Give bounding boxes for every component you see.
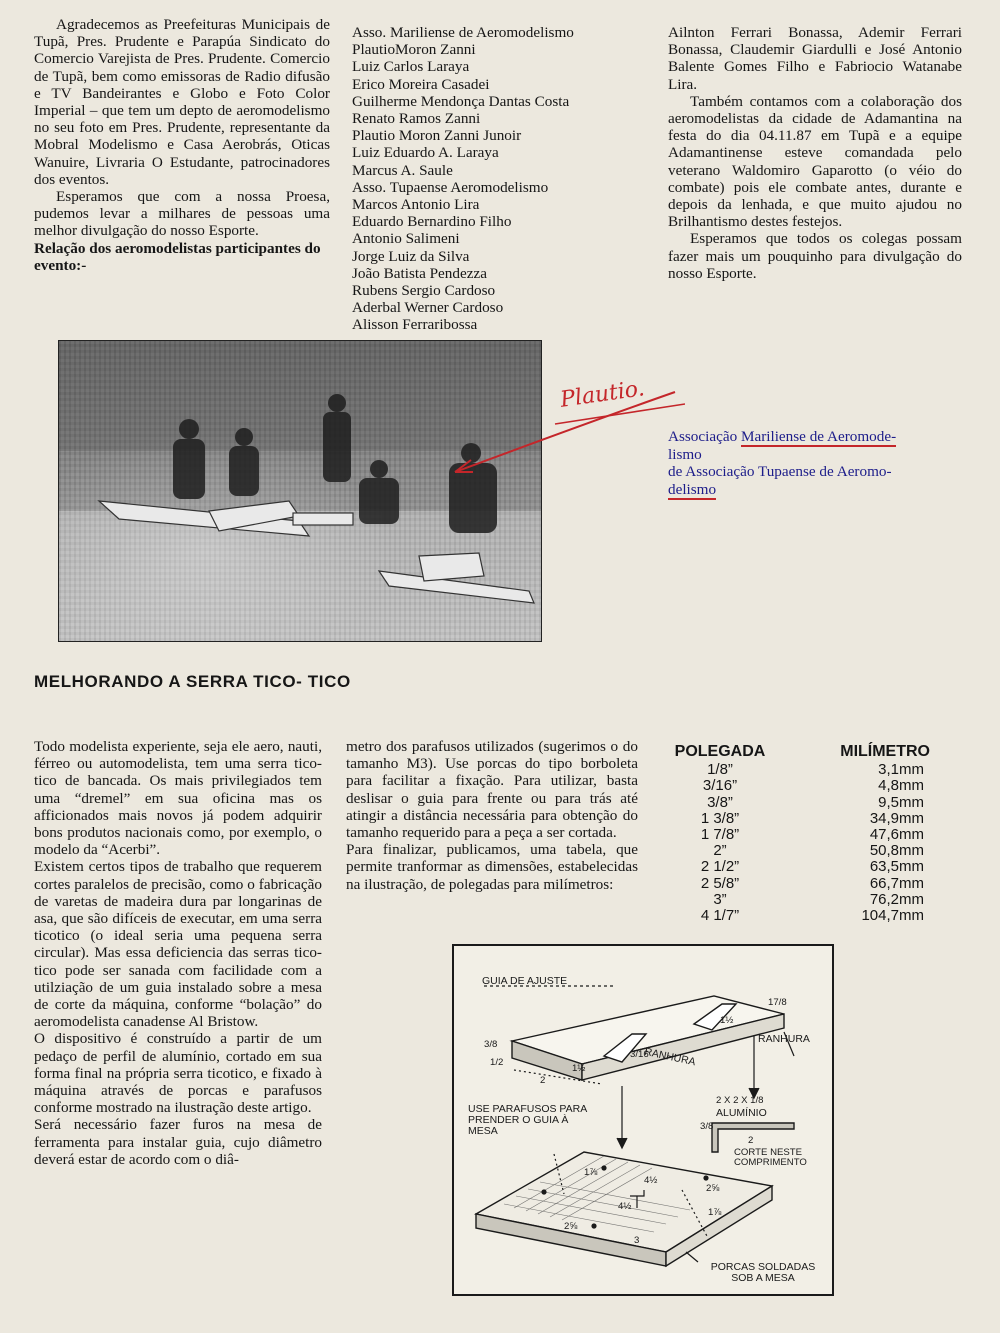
photo-figures: [59, 341, 541, 641]
table-dimension: 3: [634, 1235, 640, 1246]
collaboration-paragraph: Também contamos com a colaboração dos aeromodelistas da cidade de Adamantina na festa do dia 04.11.87 em Tupã e a equipe Adamantinense esteve comandada pelo veterano Waldomiro Gaparotto (o véio do combate) pois ele combate antes, durante e depois da lenhada, e que muito ajudou no Brilhantismo destes festejos.: [668, 92, 962, 231]
names-paragraph: Ailnton Ferrari Bonassa, Ademir Ferrari Bonassa, Claudemir Giardulli e José Antonio Balente Gomes Filho e Fabriocio Watanabe Lira.: [668, 24, 962, 93]
mm-cell: 63,5mm: [869, 858, 924, 876]
article-paragraph: O dispositivo é construído a partir de um pedaço de perfil de alumínio, cortado em sua forma final na própria serra ticotico, e fixado à máquina através de porcas e parafusos conforme mostrado na ilustração deste artigo.: [34, 1030, 322, 1117]
mm-cell: 4,8mm: [878, 777, 924, 795]
list-item: Alisson Ferraribossa: [352, 316, 478, 334]
list-item: Guilherme Mendonça Dantas Costa: [352, 92, 570, 110]
conversion-table: [650, 744, 930, 924]
welded-nuts-label: PORCAS SOLDADAS SOB A MESA: [710, 1261, 816, 1284]
list-item: Marcos Antonio Lira: [352, 196, 480, 214]
list-item: Renato Ramos Zanni: [352, 110, 481, 128]
saw-guide-diagram: [452, 944, 834, 1296]
mm-cell: 76,2mm: [869, 890, 924, 908]
dimension-2: 2: [540, 1075, 546, 1086]
inch-cell: 3/8”: [707, 793, 733, 811]
list-item: Eduardo Bernardino Filho: [352, 213, 512, 231]
list-item: Asso. Tupaense Aeromodelismo: [352, 178, 549, 196]
article-column-middle: [346, 738, 638, 893]
dimension-1-2: 1/2: [490, 1057, 504, 1068]
dimension-3-16: 3/16: [630, 1049, 649, 1060]
list-item: Rubens Sergio Cardoso: [352, 282, 496, 300]
dimension-1-5b: 1½: [572, 1063, 586, 1074]
table-dimension: 1⅞: [584, 1167, 598, 1178]
list-item: Marcus A. Saule: [352, 161, 453, 179]
dimension-3-8: 3/8: [484, 1039, 498, 1050]
slot-label: RANHURA: [758, 1033, 810, 1045]
inch-cell: 2 5/8”: [700, 874, 740, 892]
caption-underlined: Mariliense de Aeromode-: [740, 428, 897, 445]
table-row: [650, 876, 930, 892]
table-row: [650, 908, 930, 924]
table-row: [650, 843, 930, 859]
article-paragraph: metro dos parafusos utilizados (sugerimos o do tamanho M3). Use porcas do tipo borboleta para facilitar a fixação. Para utilizar, basta deslisar o guia para frente ou para trás até atingir a distância necessária para obtenção do tamanho requerido para a peça a ser cortada.: [346, 738, 638, 842]
slot-label-2: RANHURA: [643, 1045, 697, 1069]
table-row: [650, 778, 930, 794]
article-column-left: [34, 738, 322, 1168]
list-item: Jorge Luiz da Silva: [352, 247, 470, 265]
table-row: [650, 795, 930, 811]
list-item: Aderbal Werner Cardoso: [352, 299, 504, 317]
guide-label: GUIA DE AJUSTE: [482, 975, 568, 987]
table-row: [650, 892, 930, 908]
article-paragraph: Para finalizar, publicamos, uma tabela, que permite tranformar as dimensões, estabelecidas na ilustração, de polegadas para milímetros:: [346, 841, 638, 893]
list-item: Antonio Salimeni: [352, 230, 460, 248]
table-header-row: [650, 744, 930, 762]
top-left-column: [34, 16, 330, 274]
mm-cell: 66,7mm: [869, 874, 924, 892]
profile-dimension-2: 2: [748, 1135, 754, 1146]
list-item: Asso. Mariliense de Aeromodelismo: [352, 24, 574, 41]
caption-underlined: delismo: [668, 480, 717, 498]
caption-text: Associação: [668, 428, 741, 445]
list-item: João Batista Pendezza: [352, 264, 487, 282]
inch-cell: 2”: [713, 842, 727, 860]
top-right-column: [668, 24, 962, 282]
table-row: [650, 762, 930, 778]
inch-cell: 3/16”: [702, 777, 738, 795]
cut-length-label: CORTE NESTE COMPRIMENTO: [734, 1147, 807, 1168]
table-dimension: 4½: [618, 1201, 632, 1212]
inch-cell: 1 7/8”: [700, 826, 740, 844]
table-dimension: 1⅞: [708, 1207, 722, 1218]
caption-line: [668, 428, 968, 446]
mm-cell: 47,6mm: [869, 826, 924, 844]
photo-caption: [668, 428, 968, 498]
caption-line: de Associação Tupaense de Aeromo-: [668, 463, 892, 480]
table-row: [650, 811, 930, 827]
mm-cell: 3,1mm: [878, 761, 924, 779]
table-dimension: 4½: [644, 1175, 658, 1186]
list-item: Plautio Moron Zanni Junoir: [352, 127, 522, 145]
participants-heading: Relação dos aeromodelistas participantes do evento:-: [34, 239, 321, 274]
participants-list: [352, 24, 652, 334]
inch-cell: 4 1/7”: [700, 907, 740, 925]
inch-cell: 2 1/2”: [700, 858, 740, 876]
profile-dimension-38: 3/8: [700, 1121, 714, 1132]
mm-cell: 50,8mm: [869, 842, 924, 860]
closing-paragraph: Esperamos que todos os colegas possam fazer mais um pouquinho para divulgação do nosso Esporte.: [668, 230, 962, 282]
article-paragraph: Existem certos tipos de trabalho que requerem cortes paralelos de precisão, como o fabricação de varetas de madeira dura par longarinas de asa, que são difíceis de executar, em uma serra ticotico (o ideal seria uma pequena serra circular). Mas essa deficiencia das serras tico-tico pode ser sanada com facilidade com a utilziação de um guia instalado sobre a mesa de corte da máquina, conforme “bolação” do aeromodelista canadense Al Bristow.: [34, 858, 322, 1031]
list-item: Luiz Eduardo A. Laraya: [352, 144, 499, 162]
dimension-1-5: 1½: [720, 1015, 734, 1026]
mm-cell: 104,7mm: [861, 907, 924, 925]
event-photo: [58, 340, 542, 642]
handwritten-note: Plautio.: [558, 376, 647, 413]
screws-instruction-label: USE PARAFUSOS PARA PRENDER O GUIA À MESA: [468, 1103, 587, 1137]
list-item: PlautioMoron Zanni: [352, 41, 476, 59]
inch-cell: 1 3/8”: [700, 809, 740, 827]
article-paragraph: Todo modelista experiente, seja ele aero, nauti, férreo ou automodelista, tem uma serra tico-tico de bancada. Os mais privilegiados tem uma “dremel” em sua oficina mas os afficionados mais novos já podem adquirir bons produtos nacionais como, por exemplo, o modelo da “Acerbi”.: [34, 738, 322, 859]
table-dimension: 2⅝: [706, 1183, 720, 1194]
list-item: Erico Moreira Casadei: [352, 75, 490, 93]
list-item: Luiz Carlos Laraya: [352, 58, 470, 76]
column-header-millimeters: MILÍMETRO: [840, 743, 930, 760]
hope-paragraph: Esperamos que com a nossa Proesa, pudemos levar a milhares de pessoas uma melhor divulgação do nosso Esporte.: [34, 188, 330, 240]
table-row: [650, 859, 930, 875]
article-paragraph: Será necessário fazer furos na mesa de ferramenta para instalar guia, cujo diâmetro deverá estar de acordo com o diâ-: [34, 1116, 322, 1168]
inch-cell: 3”: [713, 890, 727, 908]
mm-cell: 9,5mm: [878, 793, 924, 811]
caption-line: lismo: [668, 445, 702, 463]
dimension-1-7-8: 17/8: [768, 997, 787, 1008]
table-row: [650, 827, 930, 843]
caption-line: [668, 481, 968, 499]
profile-dimension-label: 2 X 2 X 1/8: [716, 1095, 764, 1106]
column-header-inches: POLEGADA: [674, 743, 766, 760]
aluminum-label: ALUMÍNIO: [716, 1107, 767, 1119]
thanks-paragraph: Agradecemos as Preefeituras Municipais de Tupã, Pres. Prudente e Parapúa Sindicato do Comercio Varejista de Pres. Prudente. Comercio de Tupã, bem como emissoras de Radio difusão e TV Bandeirantes e Globo e Foto Color Imperial – que tem um depto de aeromodelismo no seu foto em Pres. Prudente, representante da Mobral Modelismo e Casa Aerobrás, Oticas Wanuire, Livraria O Estudante, patrocinadores dos eventos.: [34, 16, 330, 188]
section-title: MELHORANDO A SERRA TICO- TICO: [34, 672, 351, 691]
table-dimension: 2⅝: [564, 1221, 578, 1232]
mm-cell: 34,9mm: [869, 809, 924, 827]
inch-cell: 1/8”: [707, 761, 733, 779]
